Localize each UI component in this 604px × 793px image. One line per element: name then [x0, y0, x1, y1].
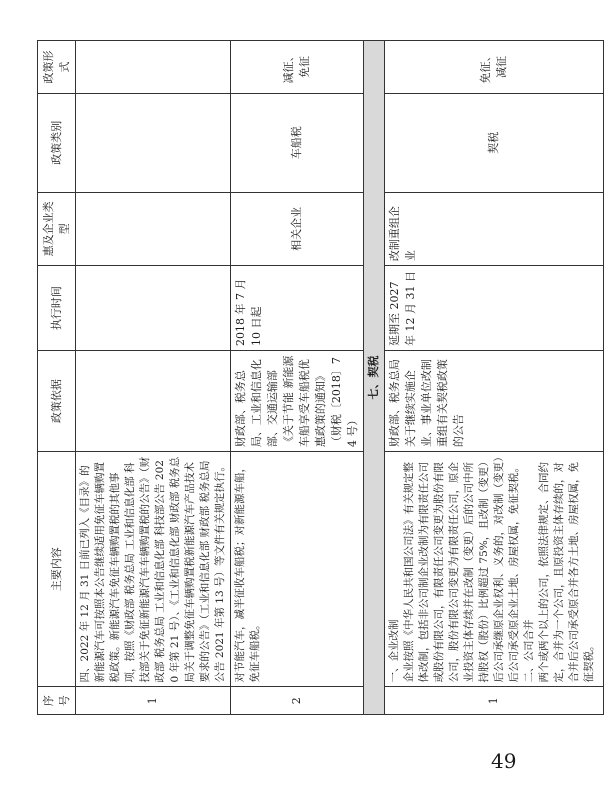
- row-entity: 相关企业: [231, 192, 364, 265]
- header-time: 执行时间: [38, 266, 76, 351]
- header-entity: 惠及企业类型: [38, 192, 76, 265]
- rotated-table-container: [37, 40, 595, 715]
- page-number: 49: [491, 749, 517, 773]
- header-form: 政策形式: [38, 41, 76, 94]
- row-time: [76, 266, 231, 351]
- header-seq: 序号: [38, 687, 76, 715]
- row-time: 2018 年 7 月 10 日起: [231, 266, 364, 351]
- section-title: 七、契税: [364, 41, 385, 715]
- content-paragraph: 两个或两个以上的公司，依照法律规定、合同约定，合并为一个公司，且原投资主体存续的，对合并后公司承受原合并各方土地、房屋权属，免征契税。: [538, 461, 595, 683]
- row-basis: [76, 351, 231, 452]
- header-row: [38, 41, 76, 715]
- row-basis: 财政部、税务总局、工业和信息化部、交通运输部《关于节能 新能源车船享受车船税优惠政策的通知》（财税〔2018〕74 号）: [231, 351, 364, 452]
- row-seq: 1: [385, 687, 604, 715]
- row-content: 对节能汽车，减半征收车船税；对新能源车船，免征车船税。: [231, 452, 364, 687]
- content-paragraph: 企业按照《中华人民共和国公司法》有关规定整体改制，包括非公司制企业改制为有限责任公司或股份有限公司，有限责任公司变更为股份有限公司，股份有限公司变更为有限责任公司，原企业投资主体存续并在改制（变更）后的公司中所持股权（股份）比例超过 75%，且改制（变更）后公司承继原企业权利、义务的，对改制（变更）后公司承受原企业土地、房屋权属，免征契税。: [403, 456, 520, 683]
- row-time: 延期至 2027 年 12 月 31 日: [385, 266, 604, 351]
- row-content: 四、2022 年 12 月 31 日前已列入《目录》的新能源汽车可按照本公告继续适用免征车辆购置税政策。新能源汽车免征车辆购置税的其他事项，按照《财政部 税务总局 工业和信息化部 科技部关于免征新能源汽车车辆购置税的公告》（财政部 税务总局 工业和信息化部 科技部公告 2020 年第 21 号）、《工业和信息化部 财政部 税务总局关于调整免征车辆购置税新能源汽车产品技术要求的公告》（工业和信息化部 财政部 税务总局公告 2021 年第 13 号）等文件有关规定执行。: [76, 452, 231, 687]
- row-seq: 2: [231, 687, 364, 715]
- row-basis: 财政部、税务总局关于继续实施企业、事业单位改制重组有关契税政策的公告: [385, 351, 604, 452]
- row-tax-type: [76, 93, 231, 192]
- row-form: 减征、免征: [231, 41, 364, 94]
- row-tax-type: 契税: [385, 93, 604, 192]
- header-basis: 政策依据: [38, 351, 76, 452]
- row-entity: [76, 192, 231, 265]
- row-form: [76, 41, 231, 94]
- content-paragraph: 一、企业改制: [388, 619, 400, 683]
- header-content: 主要内容: [38, 452, 76, 687]
- table-row: [231, 41, 364, 715]
- row-form: 免征、减征: [385, 41, 604, 94]
- row-tax-type: 车船税: [231, 93, 364, 192]
- header-tax-type: 政策类别: [38, 93, 76, 192]
- row-seq: 1: [76, 687, 231, 715]
- policy-table: [37, 40, 604, 715]
- table-row: [385, 41, 604, 715]
- section-row: [364, 41, 385, 715]
- content-paragraph: 二、公司合并: [523, 619, 535, 683]
- row-content: [385, 452, 604, 687]
- row-entity: 改制重组企业: [385, 192, 604, 265]
- table-row: [76, 41, 231, 715]
